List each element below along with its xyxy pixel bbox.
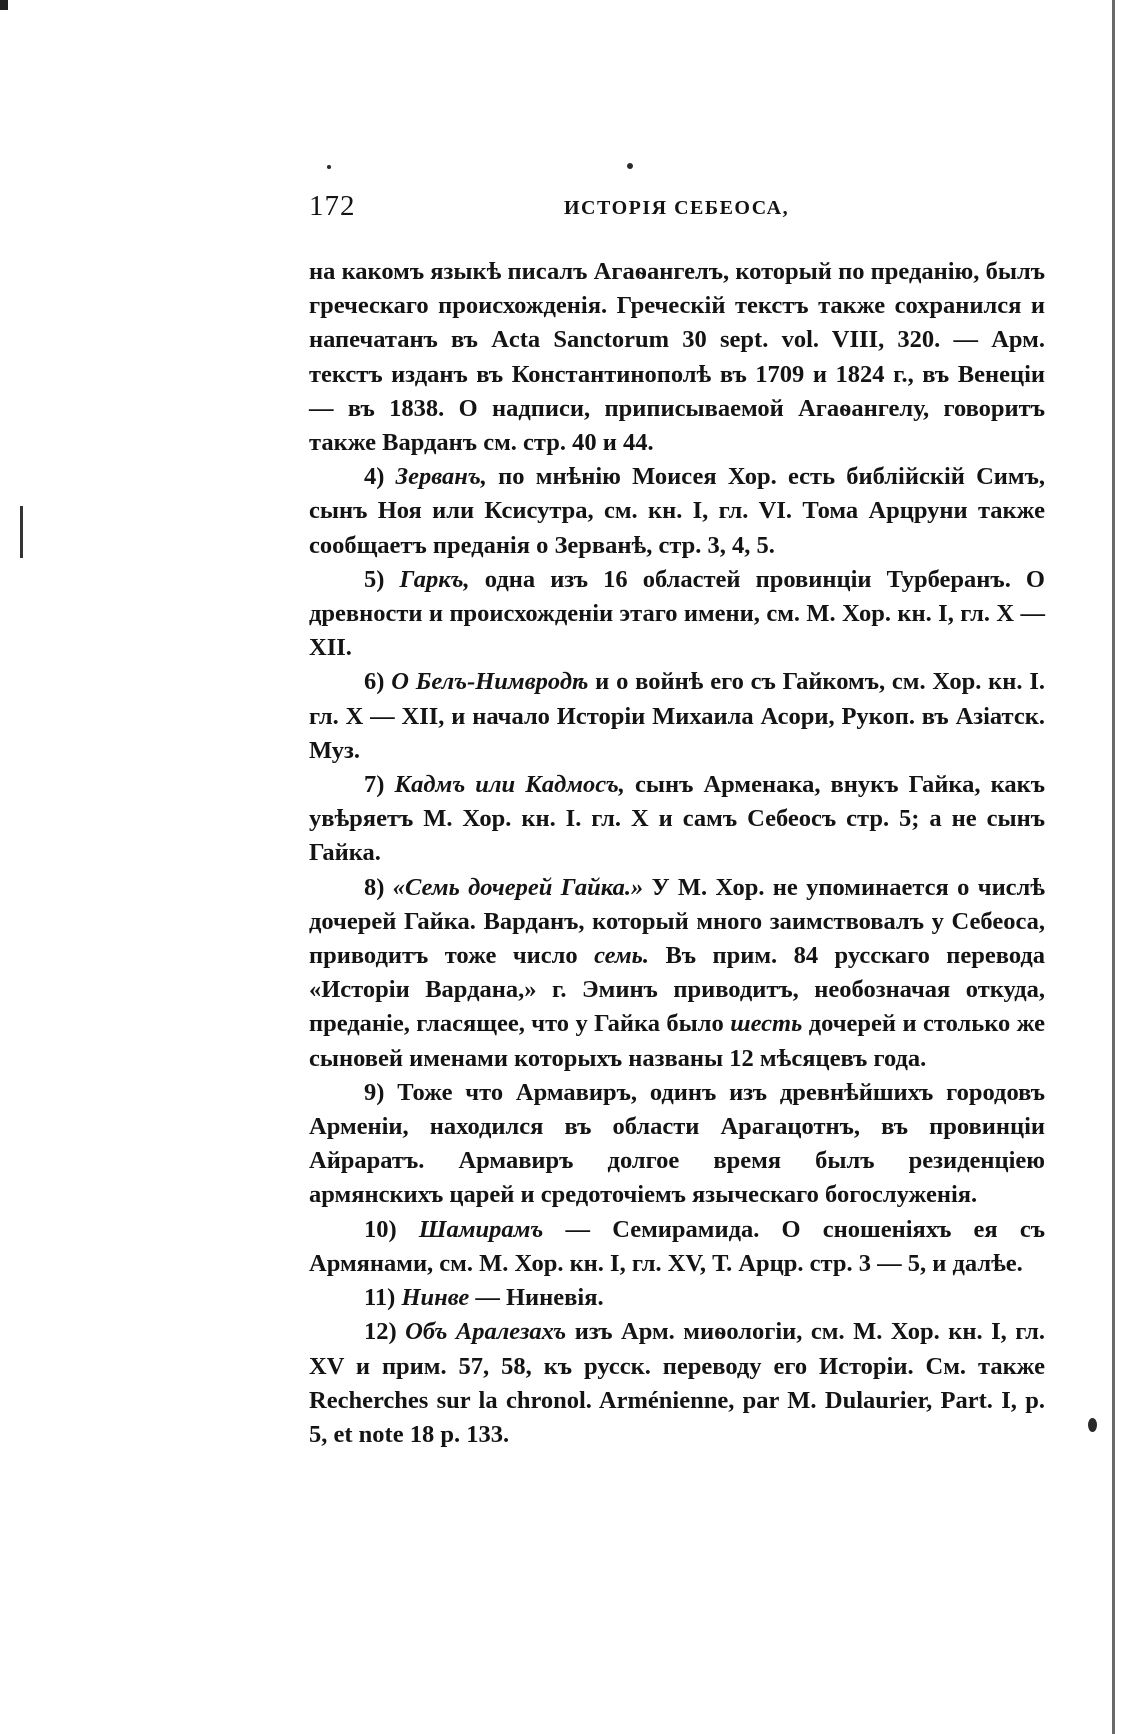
running-header xyxy=(309,190,1117,230)
note-text: — Семирамида. О сношеніяхъ ея съ Армянами, см. М. Хор. кн. I, гл. XV, Т. Арцр. стр. 3 — 5, и далѣе. xyxy=(309,1215,1046,1277)
note-term: Нинве xyxy=(401,1284,470,1312)
note-term: «Семь дочерей Гайка.» xyxy=(392,873,644,901)
footnote-8 xyxy=(309,871,1045,1076)
note-number: 12) xyxy=(364,1318,397,1346)
footnote-5 xyxy=(309,563,1045,666)
note-term: Кадмъ или Кадмосъ, xyxy=(394,771,625,799)
note-text: сынъ Арменака, внукъ Гайка, какъ увѣряетъ М. Хор. кн. I. гл. X и самъ Себеосъ стр. 5; а не сынъ Гайка. xyxy=(309,771,1046,867)
scan-mark xyxy=(20,506,23,558)
footnote-7 xyxy=(309,768,1045,871)
note-text: изъ Арм. миѳологіи, см. М. Хор. кн. I, гл. XV и прим. 57, 58, къ русск. переводу его Исторіи. См. также Recherches sur la chronol. Arménienne, par M. Dulaurier, Part. I, p. 5, et note 18 p. 133. xyxy=(309,1318,1046,1448)
footnote-continuation: на какомъ языкѣ писалъ Агаѳангелъ, который по преданію, былъ греческаго происхожденія. Греческій текстъ также сохранился и напечатанъ въ Acta Sanctorum 30 sept. vol. VIII, 320. — Арм. текстъ изданъ въ Константинополѣ въ 1709 и 1824 г., въ Венеціи — въ 1838. О надписи, приписываемой Агаѳангелу, говоритъ также Варданъ см. стр. 40 и 44. xyxy=(309,258,1045,457)
note-number: 10) xyxy=(364,1215,397,1243)
note-text: по мнѣнію Моисея Хор. есть библійскій Симъ, сынъ Ноя или Ксисутра, см. кн. I, гл. VI. Тома Арцруни также сообщаетъ преданія о Зерванѣ, стр. 3, 4, 5. xyxy=(309,463,1045,559)
footnote-9 xyxy=(309,1076,1045,1213)
note-term: Шамирамъ xyxy=(418,1215,544,1243)
footnotes-text xyxy=(309,255,1045,1452)
note-text: одна изъ 16 областей провинціи Турберанъ. О древности и происхожденіи этаго имени, см. М. Хор. кн. I, гл. X — XII. xyxy=(309,565,1045,662)
page-number: 172 xyxy=(309,190,356,222)
note-text: — Ниневія. xyxy=(475,1284,604,1312)
note-term: Зерванъ, xyxy=(395,463,487,491)
note-number: 8) xyxy=(364,873,385,901)
note-term: Гаркъ, xyxy=(399,565,470,593)
note-number: 9) xyxy=(364,1078,385,1106)
scan-speck xyxy=(327,165,331,169)
scan-edge-line xyxy=(1112,0,1115,1734)
note-emphasis: шесть xyxy=(730,1010,803,1038)
footnote-11 xyxy=(309,1281,1045,1315)
note-text: Въ прим. 84 русскаго перевода «Исторіи Вардана,» г. Эминъ приводитъ, необозначая откуда, преданіе, гласящее, что у Гайка было xyxy=(309,942,1046,1038)
scan-speck xyxy=(627,163,633,169)
note-text: дочерей и столько же сыновей именами которыхъ названы 12 мѣсяцевъ года. xyxy=(309,1010,1046,1072)
note-term: О Белъ-Нимвродѣ xyxy=(391,668,589,696)
note-number: 7) xyxy=(364,771,385,799)
running-title: ИСТОРІЯ СЕБЕОСА, xyxy=(564,197,790,219)
note-term: Объ Аралезахъ xyxy=(405,1318,567,1346)
scan-corner-mark xyxy=(0,0,8,10)
note-text: Тоже что Армавиръ, одинъ изъ древнѣйшихъ городовъ Арменіи, находился въ области Арагацотнъ, въ провинціи Айраратъ. Армавиръ долгое время былъ резиденціею армянскихъ царей и средоточіемъ языческаго богослуженія. xyxy=(309,1078,1045,1209)
note-text: и о войнѣ его съ Гайкомъ, см. Хор. кн. I. гл. X — XII, и начало Исторіи Михаила Асори, Рукоп. въ Азіатск. Муз. xyxy=(309,668,1046,764)
scan-speck xyxy=(1088,1418,1097,1432)
note-emphasis: семь. xyxy=(594,942,649,970)
footnote-12 xyxy=(309,1315,1045,1452)
note-number: 6) xyxy=(364,668,385,696)
note-number: 5) xyxy=(364,565,385,593)
footnote-4 xyxy=(309,460,1045,563)
note-number: 11) xyxy=(364,1284,396,1312)
footnote-6 xyxy=(309,665,1045,768)
note-text: У М. Хор. не упоминается о числѣ дочерей Гайка. Варданъ, который много заимствовалъ у Себеоса, приводитъ тоже число xyxy=(309,873,1046,970)
note-number: 4) xyxy=(364,463,385,491)
footnote-10 xyxy=(309,1213,1045,1281)
